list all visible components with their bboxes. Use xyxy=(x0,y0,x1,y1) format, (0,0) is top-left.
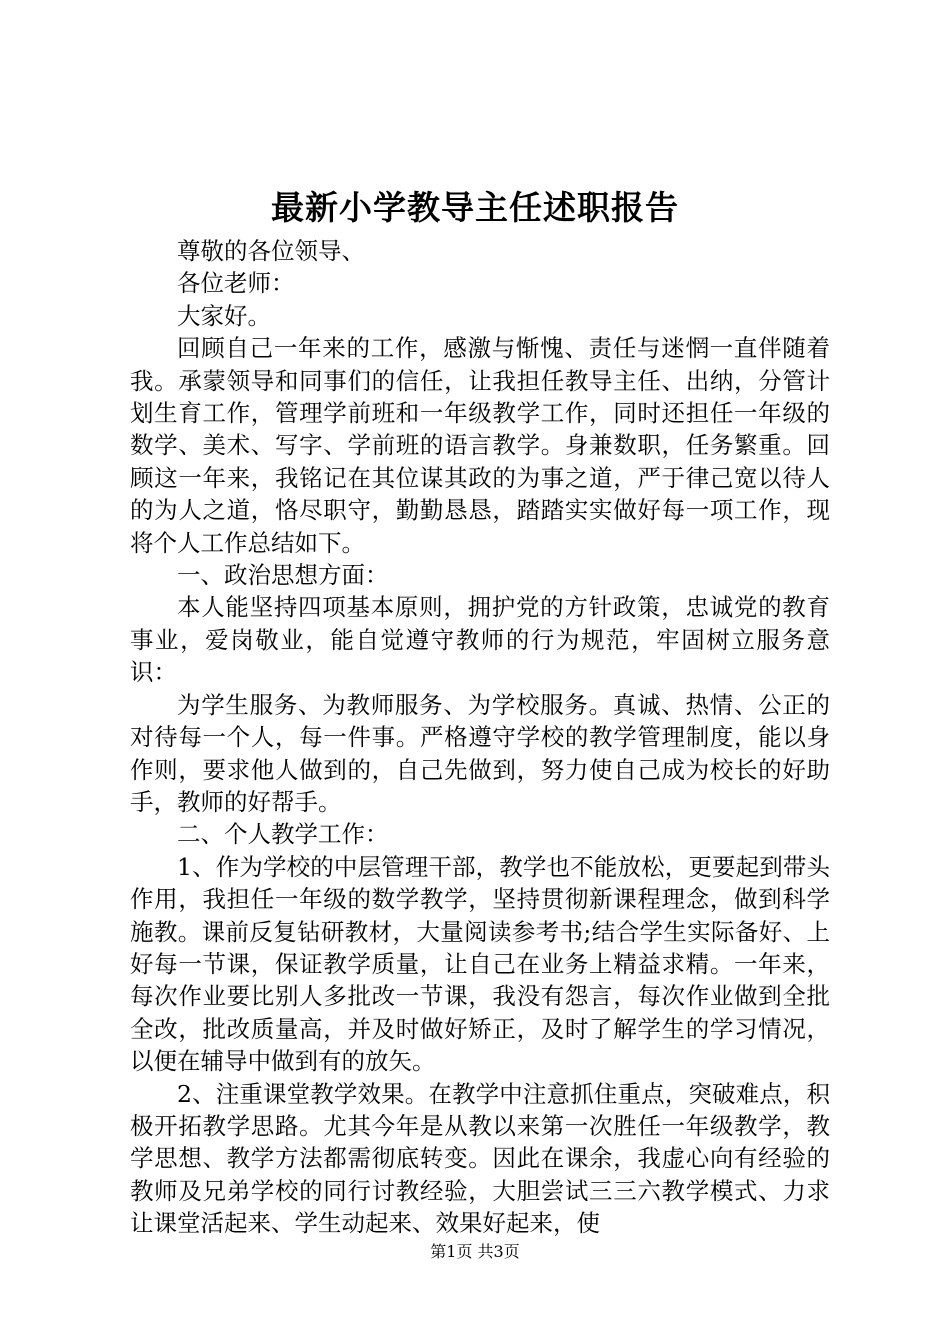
section-heading: 一、政治思想方面： xyxy=(177,561,389,590)
document-body xyxy=(130,235,830,1240)
body-paragraph: 本人能坚持四项基本原则，拥护党的方针政策，忠诚党的教育事业，爱岗敬业，能自觉遵守教师的行为规范，牢固树立服务意识： xyxy=(130,593,830,687)
body-paragraph: 1、作为学校的中层管理干部，教学也不能放松，更要起到带头作用，我担任一年级的数学教学，坚持贯彻新课程理念，做到科学施教。课前反复钻研教材，大量阅读参考书;结合学生实际备好、上好每一节课，保证教学质量，让自己在业务上精益求精。一年来，每次作业要比别人多批改一节课，我没有怨言，每次作业做到全批全改，批改质量高，并及时做好矫正，及时了解学生的学习情况，以便在辅导中做到有的放矢。 xyxy=(130,852,830,1076)
body-paragraph: 2、注重课堂教学效果。在教学中注意抓住重点，突破难点，积极开拓教学思路。尤其今年是从教以来第一次胜任一年级教学，教学思想、教学方法都需彻底转变。因此在课余，我虚心向有经验的教师及兄弟学校的同行讨教经验，大胆尝试三三六教学模式、力求让课堂活起来、学生动起来、效果好起来，使 xyxy=(130,1079,830,1238)
salutation-line: 各位老师： xyxy=(177,269,295,298)
greeting-line: 大家好。 xyxy=(177,301,271,330)
page-title: 最新小学教导主任述职报告 xyxy=(271,188,679,227)
salutation-line: 尊敬的各位领导、 xyxy=(177,237,365,265)
section-heading: 二、个人教学工作： xyxy=(177,820,389,849)
body-paragraph: 为学生服务、为教师服务、为学校服务。真诚、热情、公正的对待每一个人，每一件事。严格遵守学校的教学管理制度，能以身作则，要求他人做到的，自己先做到，努力使自己成为校长的好助手，教师的好帮手。 xyxy=(130,690,830,816)
page-footer: 第1页 共3页 xyxy=(430,1242,520,1261)
intro-paragraph: 回顾自己一年来的工作，感激与惭愧、责任与迷惘一直伴随着我。承蒙领导和同事们的信任，让我担任教导主任、出纳，分管计划生育工作，管理学前班和一年级教学工作，同时还担任一年级的数学、美术、写字、学前班的语言教学。身兼数职，任务繁重。回顾这一年来，我铭记在其位谋其政的为事之道，严于律己宽以待人的为人之道，恪尽职守，勤勤恳恳，踏踏实实做好每一项工作，现将个人工作总结如下。 xyxy=(130,334,830,557)
